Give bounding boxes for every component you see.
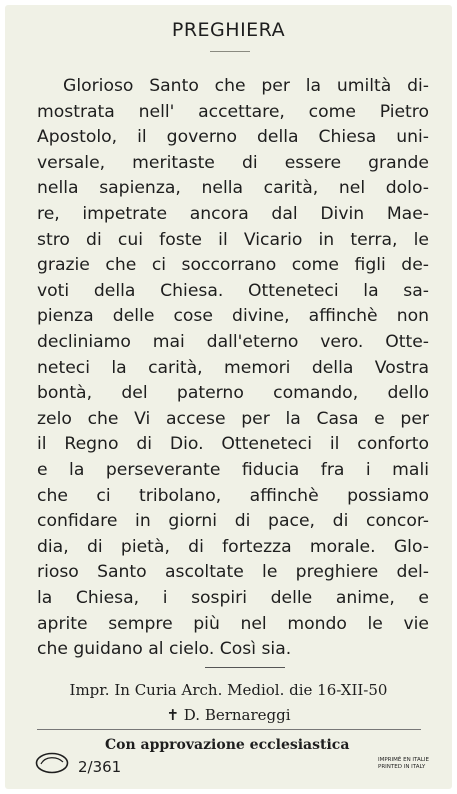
print-mark-line: IMPRIMÉ EN ITALIE — [378, 757, 429, 763]
prayer-line: grazie che ci soccorrano come figli de- — [37, 255, 429, 276]
prayer-line: re, impetrate ancora dal Divin Mae- — [37, 204, 429, 224]
print-origin-mark — [378, 757, 429, 771]
prayer-line: confidare in giorni di pace, di concor- — [37, 511, 429, 532]
prayer-line: dia, di pietà, di fortezza morale. Glo- — [37, 536, 429, 557]
approval-note: Con approvazione ecclesiastica — [105, 737, 350, 753]
prayer-line: rioso Santo ascoltate le preghiere del- — [37, 562, 429, 583]
prayer-line: mostrata nell' accettare, come Pietro — [37, 101, 429, 122]
imprimatur-line: Impr. In Curia Arch. Mediol. die 16-XII-50 — [69, 681, 388, 699]
prayer-line: zelo che Vi accese per la Casa e per — [37, 408, 429, 429]
prayer-line: Glorioso Santo che per la umiltà di- — [63, 76, 429, 96]
prayer-line: stro di cui foste il Vicario in terra, le — [37, 229, 429, 250]
prayer-line: il Regno di Dio. Otteneteci il conforto — [37, 434, 429, 455]
prayer-line: aprite sempre più nel mondo le vie — [37, 613, 429, 634]
prayer-line: neteci la carità, memori della Vostra — [37, 357, 429, 378]
prayer-line: che ci tribolano, affinchè possiamo — [37, 485, 429, 506]
prayer-line: voti della Chiesa. Otteneteci la sa- — [37, 280, 429, 301]
bishop-signature: ✝ D. Bernareggi — [166, 706, 291, 724]
prayer-line: versale, meritaste di essere grande — [37, 152, 429, 173]
title-divider — [210, 51, 250, 52]
end-divider — [205, 667, 285, 668]
print-mark-line: PRINTED IN ITALY — [378, 764, 426, 770]
catalog-number: 2/361 — [78, 758, 122, 776]
prayer-line: nella sapienza, nella carità, nel dolo- — [37, 178, 429, 199]
prayer-line: bontà, del paterno comando, dello — [37, 383, 429, 404]
prayer-line: e la perseverante fiducia fra i mali — [37, 460, 429, 480]
prayer-line: la Chiesa, i sospiri delle anime, e — [37, 588, 429, 608]
prayer-card — [5, 5, 452, 789]
prayer-title: PREGHIERA — [171, 19, 286, 41]
footer-divider — [37, 729, 421, 730]
prayer-line: decliniamo mai dall'eterno vero. Otte- — [37, 332, 429, 352]
prayer-line: che guidano al cielo. Così sia. — [37, 639, 292, 660]
prayer-line: pienza delle cose divine, affinchè non — [37, 306, 429, 327]
prayer-line: Apostolo, il governo della Chiesa uni- — [37, 127, 429, 148]
publisher-logo-icon — [35, 752, 69, 774]
